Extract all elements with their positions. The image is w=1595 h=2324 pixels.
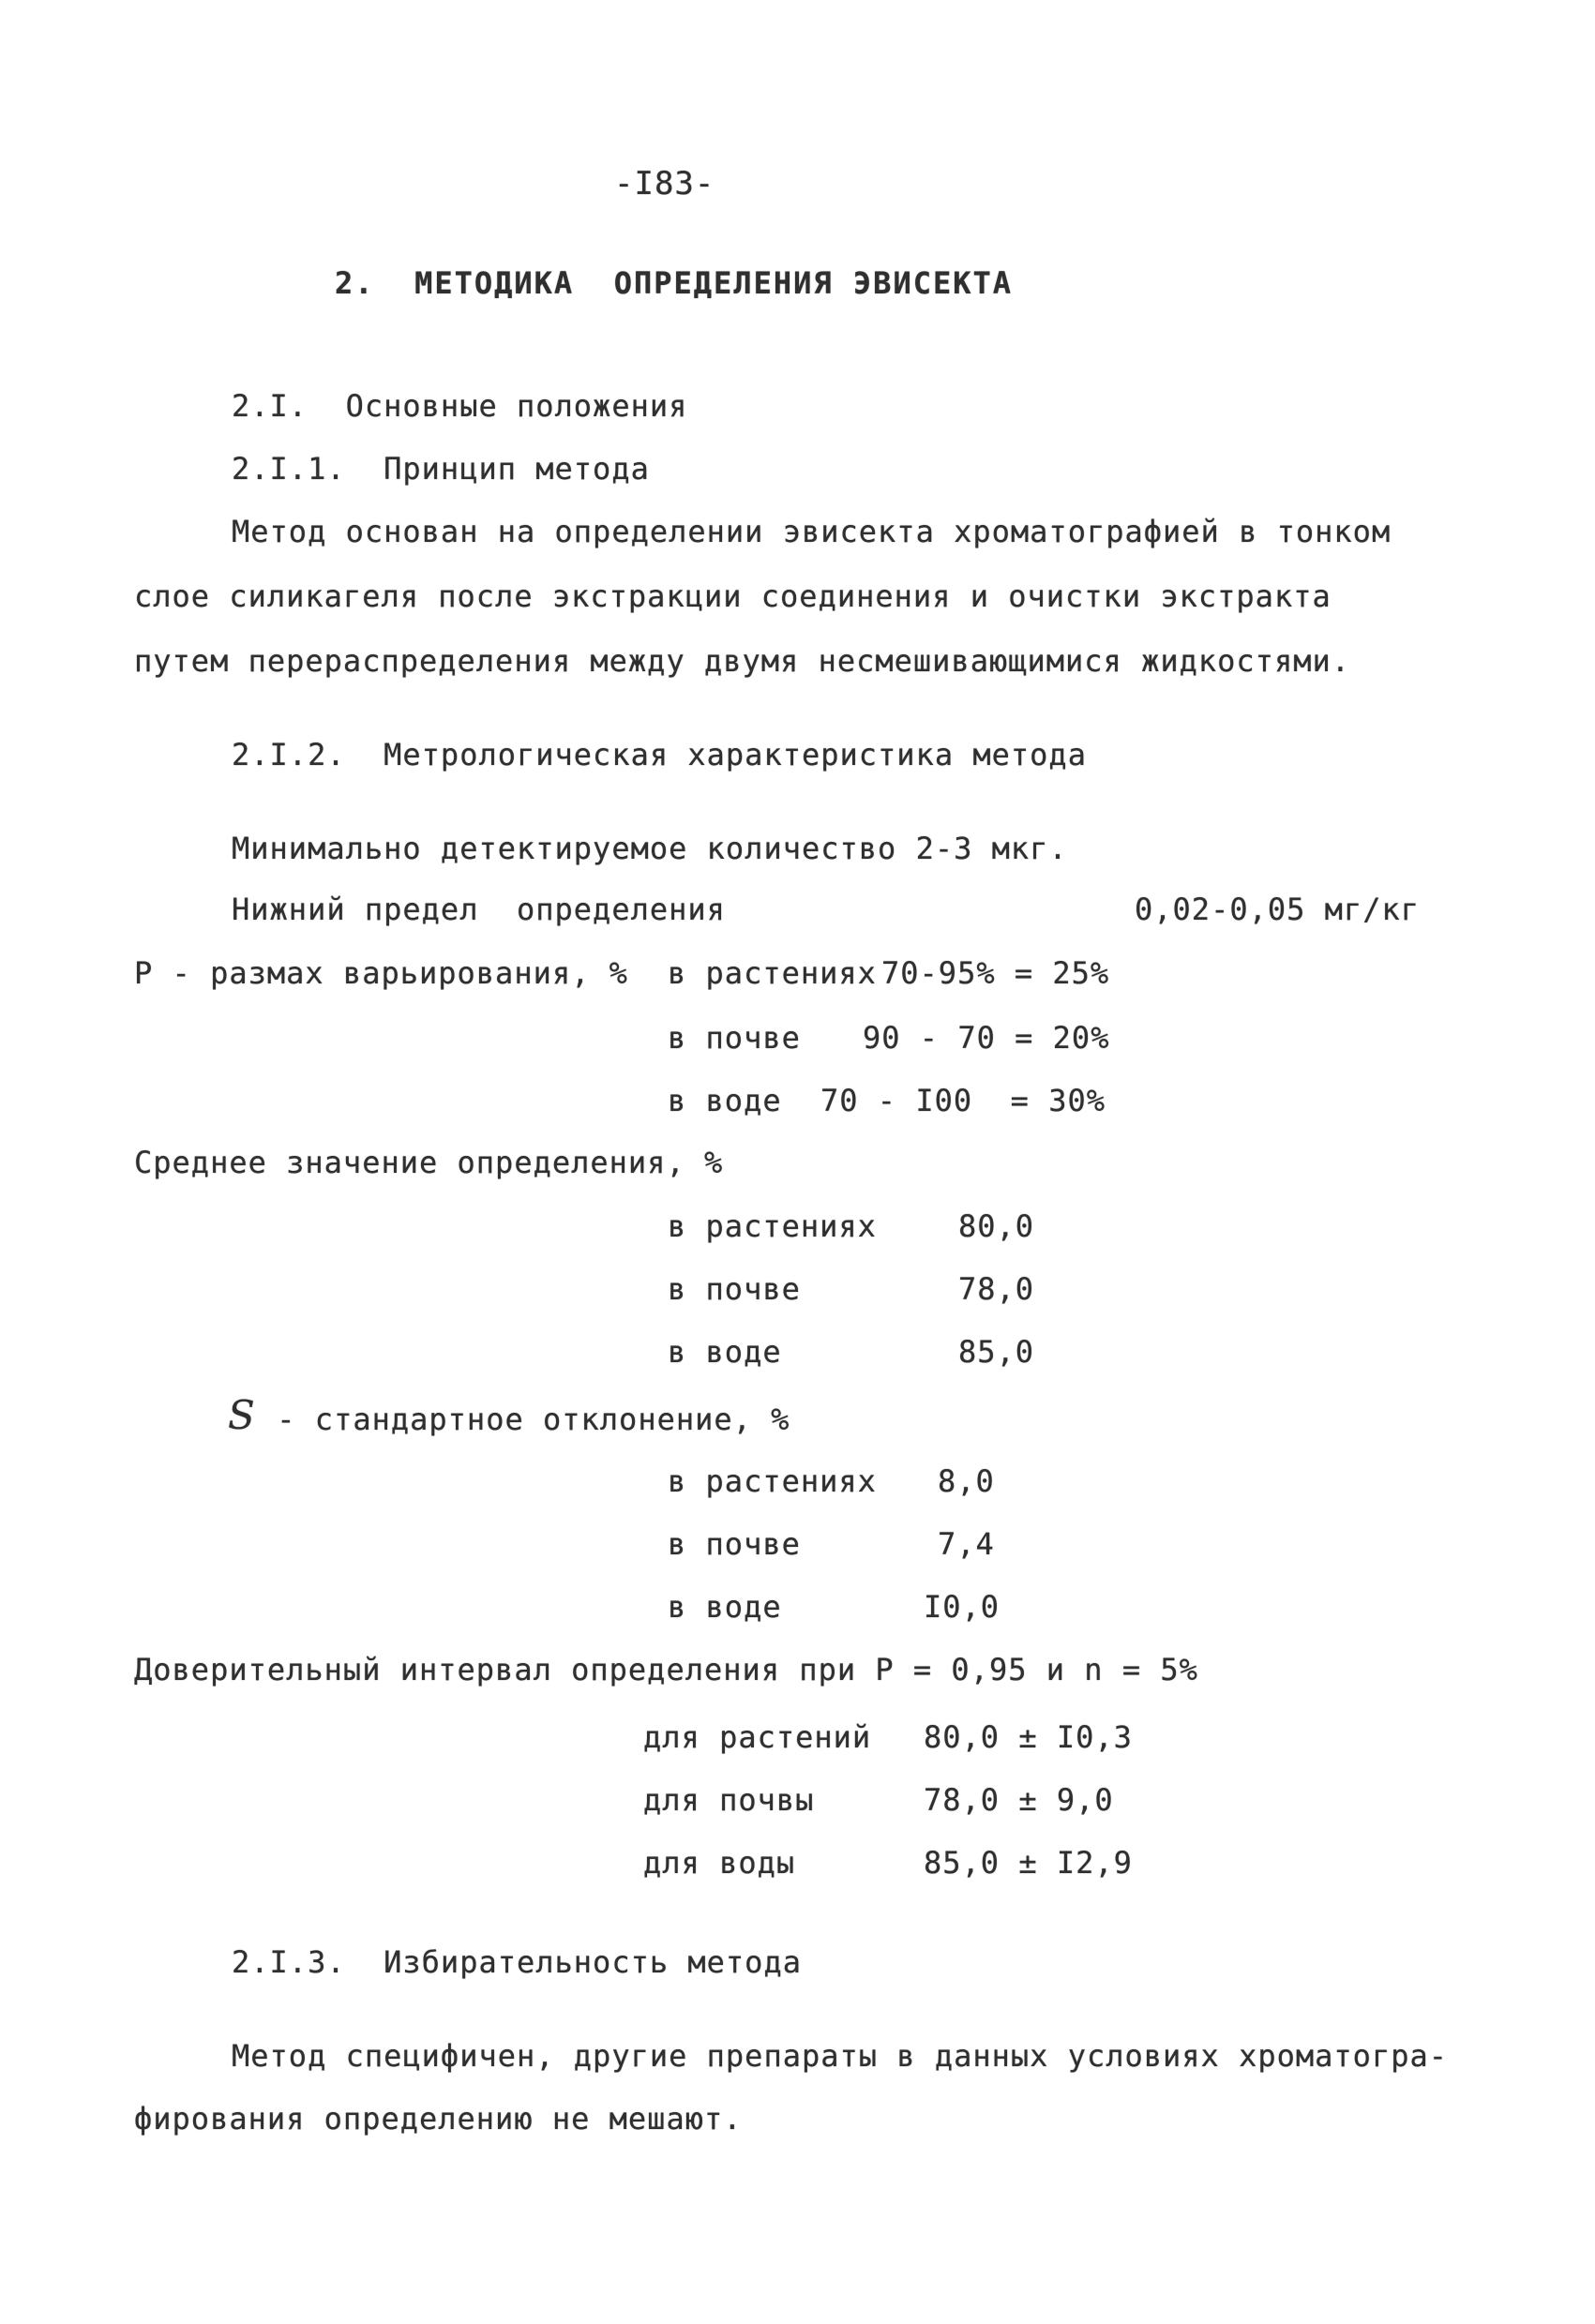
std-symbol: S [228, 1392, 256, 1438]
range-value: 70 - I00 = 30% [820, 1083, 1106, 1118]
ci-value: 85,0 ± I2,9 [924, 1845, 1133, 1881]
range-medium: в почве [668, 1020, 801, 1056]
ci-value: 80,0 ± I0,3 [924, 1719, 1133, 1755]
range-value: 70-95% = 25% [881, 955, 1110, 991]
paragraph-line: фирования определению не мешают. [134, 2101, 743, 2137]
mean-value: 80,0 [958, 1208, 1035, 1244]
paragraph-line: Метод основан на определении эвисекта хроматографией в тонком [232, 514, 1392, 549]
mean-value: 85,0 [958, 1334, 1035, 1370]
mean-medium: в воде [668, 1334, 782, 1370]
ci-medium: для воды [643, 1845, 796, 1881]
std-medium: в растениях [668, 1463, 877, 1499]
lower-limit-value: 0,02-0,05 мг/кг [1135, 892, 1420, 927]
mean-medium: в растениях [668, 1208, 877, 1244]
paragraph-line: путем перераспределения между двумя несмешивающимися жидкостями. [134, 643, 1350, 679]
std-label: - стандартное отклонение, % [258, 1402, 790, 1437]
page-number: -I83- [614, 165, 715, 202]
subsection-heading: 2.I. Основные положения [232, 388, 688, 424]
std-value: 8,0 [938, 1463, 995, 1499]
range-medium: в воде [668, 1083, 782, 1118]
ci-medium: для растений [643, 1719, 872, 1755]
range-value: 90 - 70 = 20% [863, 1020, 1110, 1056]
subsection-heading: 2.I.1. Принцип метода [232, 451, 650, 487]
paragraph-line: Метод специфичен, другие препараты в данных условиях хроматогра- [232, 2038, 1448, 2074]
range-label: Р - размах варьирования, % [134, 955, 628, 991]
std-value: 7,4 [938, 1526, 995, 1562]
mean-medium: в почве [668, 1271, 801, 1307]
subsection-heading: 2.I.3. Избирательность метода [232, 1944, 802, 1980]
ci-value: 78,0 ± 9,0 [924, 1782, 1114, 1818]
subsection-heading: 2.I.2. Метрологическая характеристика метода [232, 737, 1087, 772]
ci-medium: для почвы [643, 1782, 815, 1818]
paragraph-line: Минимально детектируемое количество 2-3 мкг. [232, 831, 1068, 866]
mean-value: 78,0 [958, 1271, 1035, 1307]
std-medium: в воде [668, 1589, 782, 1625]
mean-label: Среднее значение определения, % [134, 1145, 724, 1180]
lower-limit-label: Нижний предел определения [232, 892, 726, 927]
section-heading: 2. МЕТОДИКА ОПРЕДЕЛЕНИЯ ЭВИСЕКТА [335, 265, 1014, 301]
std-value: I0,0 [924, 1589, 1001, 1625]
ci-label: Доверительный интервал определения при Р = 0,95 и n = 5% [134, 1652, 1198, 1687]
range-medium: в растениях [668, 955, 877, 991]
paragraph-line: слое силикагеля после экстракции соединения и очистки экстракта [134, 578, 1332, 614]
std-medium: в почве [668, 1526, 801, 1562]
